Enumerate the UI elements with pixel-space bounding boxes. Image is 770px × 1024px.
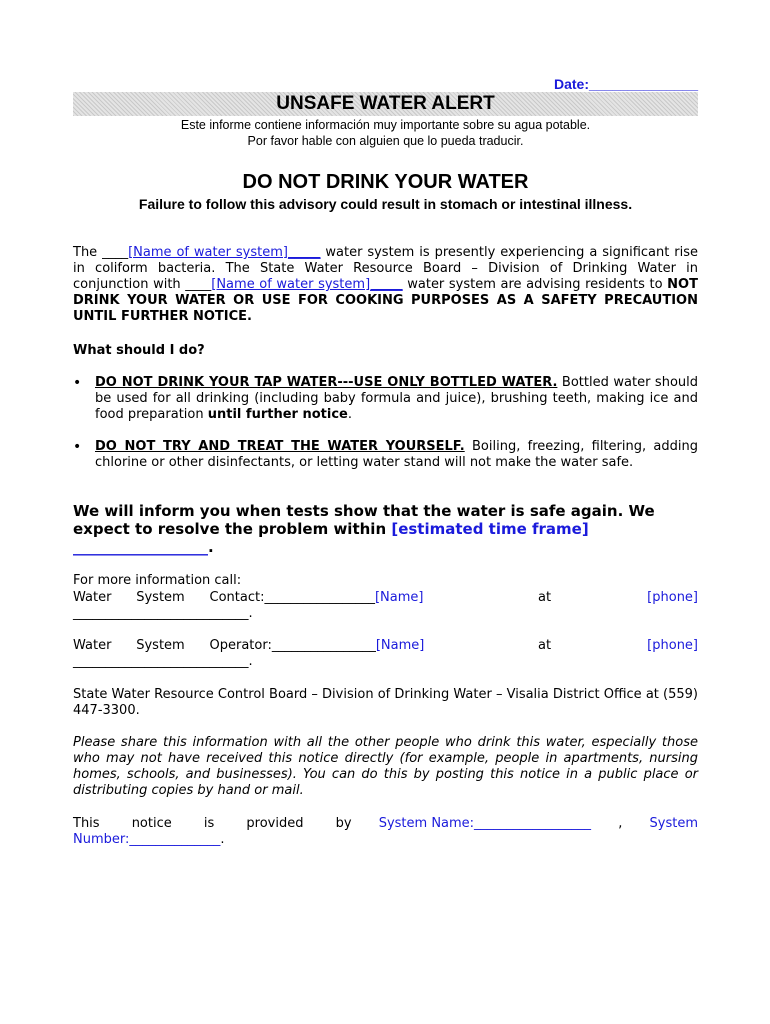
operator-label: Water System Operator:________________ (73, 638, 376, 653)
provided-by-text: This notice is provided by (73, 816, 352, 831)
main-headline: DO NOT DRINK YOUR WATER (242, 171, 529, 193)
provided-end: . (220, 832, 225, 847)
operator-blank-line: ___________________________. (73, 654, 253, 669)
share-request: Please share this information with all the other people who drink this water, especially those who may not have received this notice directly (for example, people in apartments, nursing homes, schools, and businesses). You can do this by posting this notice in a public place or distributing copies by hand or mail. (73, 735, 698, 798)
provided-by (73, 816, 698, 848)
system-name-placeholder: System Name:__________________ (378, 816, 592, 831)
bullet1-text: Bottled water should be used for all drinking (including baby formula and juice), brushing teeth, making ice and food preparation (95, 375, 698, 422)
p1-text-c: water system are advising residents to (402, 277, 668, 292)
p1-text-b: water system is presently experiencing a significant rise in coliform bacteria. The State Water Resource Board – Division of Drinking Water in conjunction with ____ (73, 245, 698, 292)
time-frame-placeholder: [estimated time frame] __________________ (73, 520, 589, 556)
p1-text-a: The ____ (73, 245, 129, 260)
alert-title: UNSAFE WATER ALERT (276, 93, 495, 114)
sub-headline: Failure to follow this advisory could result in stomach or intestinal illness. (138, 196, 633, 212)
water-system-name-placeholder-2: [Name of water system]_____ (211, 277, 403, 292)
contact-label: Water System Contact:_________________ (73, 590, 375, 605)
bullet1-bold: until further notice (207, 407, 348, 422)
contact-phone-placeholder: [phone] (647, 590, 698, 605)
system-number-label: System (649, 816, 698, 831)
bullet-icon: • (73, 439, 82, 455)
question-text: What should I do? (73, 343, 205, 358)
spanish-notice (73, 117, 698, 149)
info-call-label: For more information call: (73, 573, 242, 588)
bullet2-heading: DO NOT TRY AND TREAT THE WATER YOURSELF. (95, 439, 465, 454)
alert-title-bar (73, 92, 698, 116)
resolution-statement (73, 502, 698, 556)
bullet2-text: Boiling, freezing, filtering, adding chlorine or other disinfectants, or letting water stand will not make the water safe. (95, 439, 698, 470)
bullet-icon: • (73, 375, 82, 391)
question-heading (73, 343, 698, 359)
contact-row (73, 590, 698, 606)
p1-bold-warning: NOT DRINK YOUR WATER OR USE FOR COOKING PURPOSES AS A SAFETY PRECAUTION UNTIL FURTHER NOTICE. (73, 277, 698, 324)
intro-paragraph (73, 245, 698, 325)
contact-name-placeholder: [Name] (374, 590, 424, 605)
district-office-info: State Water Resource Control Board – Division of Drinking Water – Visalia District Office at (559) 447-3300. (73, 687, 698, 718)
provided-comma: , (618, 816, 623, 831)
contact-at: at (538, 590, 552, 605)
bullet1-end: . (347, 407, 352, 422)
contact-blank-line: ___________________________. (73, 606, 253, 621)
date-label: Date:______________ (553, 76, 698, 92)
operator-row (73, 638, 698, 654)
water-system-name-placeholder: [Name of water system]_____ (128, 245, 321, 260)
spanish-notice-line1: Este informe contiene información muy importante sobre su agua potable. (180, 118, 591, 132)
operator-name-placeholder: [Name] (375, 638, 425, 653)
bullet1-heading: DO NOT DRINK YOUR TAP WATER---USE ONLY BOTTLED WATER. (95, 375, 558, 390)
inform-end: . (208, 538, 214, 556)
system-number-placeholder: Number:______________ (73, 832, 221, 847)
operator-at: at (538, 638, 552, 653)
date-field (554, 76, 698, 92)
operator-phone-placeholder: [phone] (647, 638, 698, 653)
spanish-notice-line2: Por favor hable con alguien que lo pueda traducir. (247, 134, 524, 148)
inform-text: We will inform you when tests show that the water is safe again. We expect to resolve the problem within (73, 502, 655, 538)
